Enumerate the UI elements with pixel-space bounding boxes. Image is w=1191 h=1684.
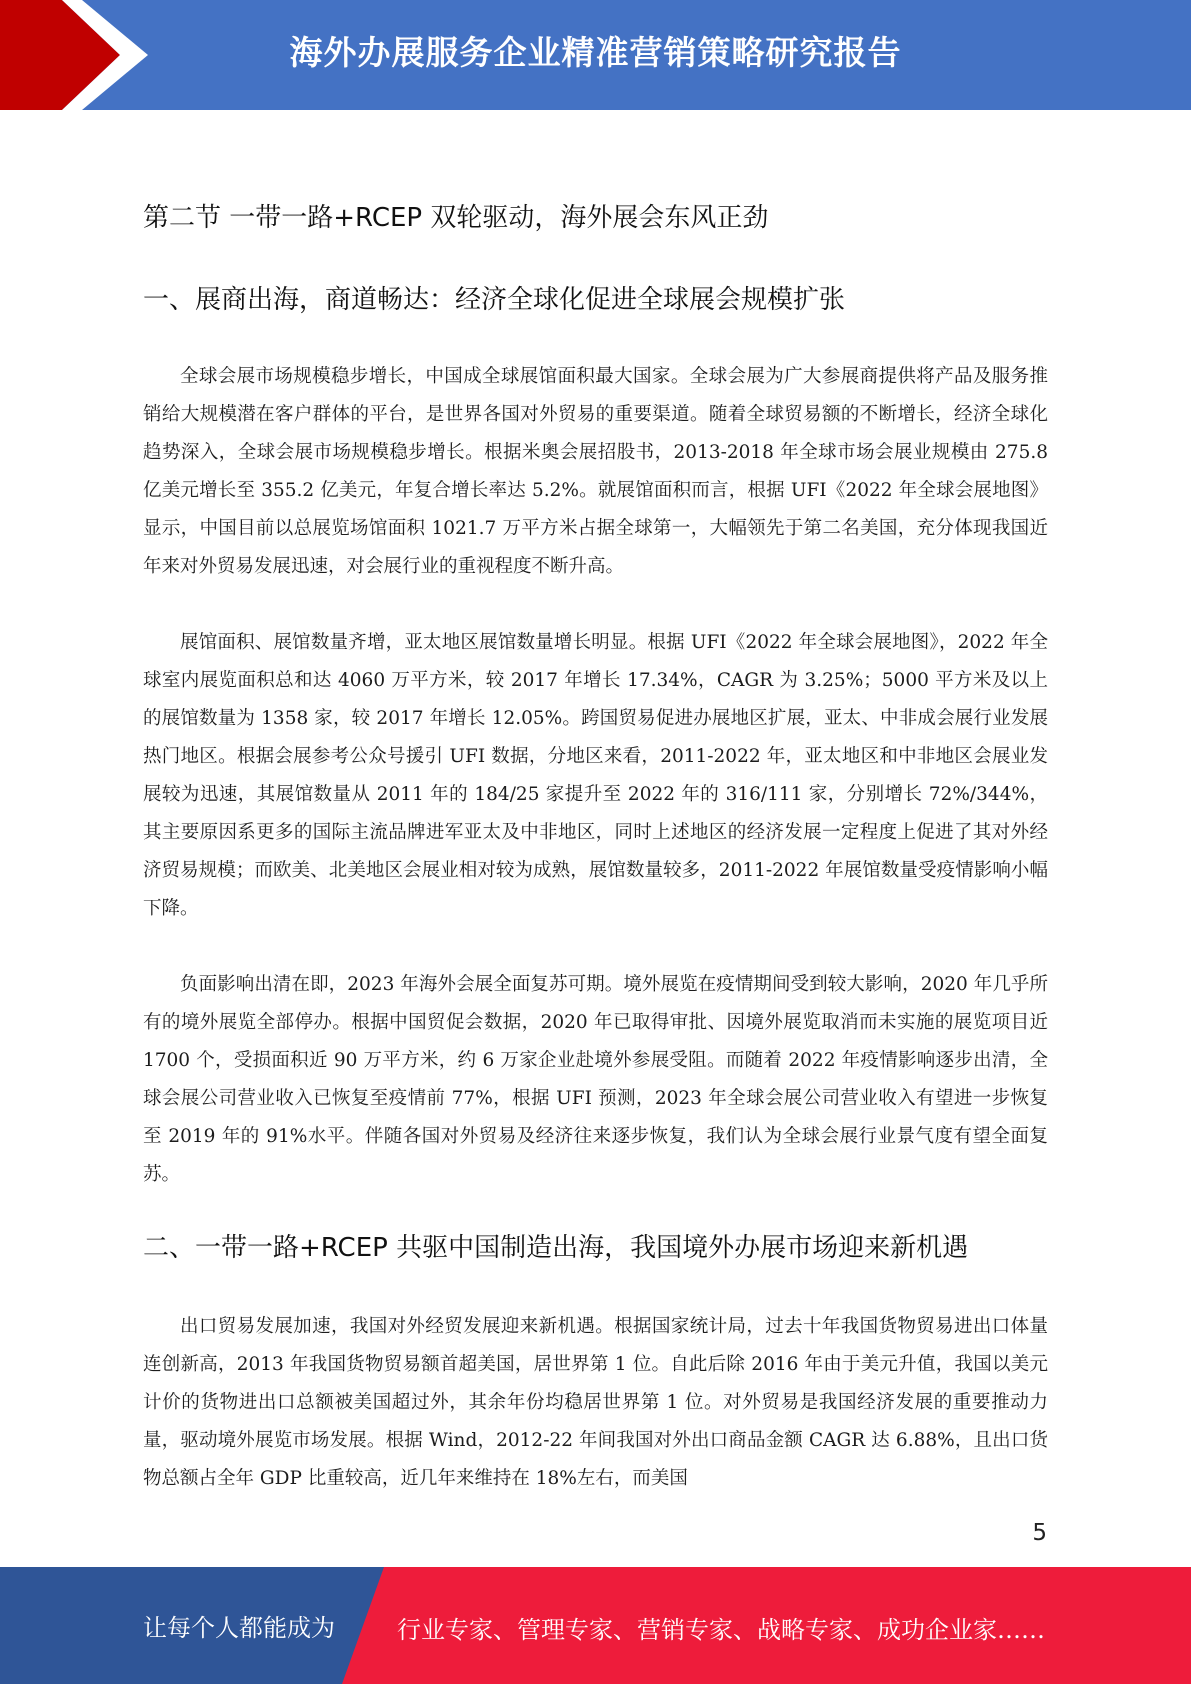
paragraph-group-2: [143, 1308, 1048, 1498]
paragraph-group-1: [143, 358, 1048, 1194]
body-paragraph: 展馆面积、展馆数量齐增，亚太地区展馆数量增长明显。根据 UFI《2022 年全球会展地图》，2022 年全球室内展览面积总和达 4060 万平方米，较 2017 年增长 17.34%，CAGR 为 3.25%；5000 平方米及以上的展馆数量为 1358 家，较 2017 年增长 12.05%。跨国贸易促进办展地区扩展，亚太、中非成会展行业发展热门地区。根据会展参考公众号援引 UFI 数据，分地区来看，2011-2022 年，亚太地区和中非地区会展业发展较为迅速，其展馆数量从 2011 年的 184/25 家提升至 2022 年的 316/111 家，分别增长 72%/344%，其主要原因系更多的国际主流品牌进军亚太及中非地区，同时上述地区的经济发展一定程度上促进了其对外经济贸易规模；而欧美、北美地区会展业相对较为成熟，展馆数量较多，2011-2022 年展馆数量受疫情影响小幅下降。: [143, 632, 1048, 919]
subsection-title-2: 二、一带一路+RCEP 共驱中国制造出海，我国境外办展市场迎来新机遇: [143, 1233, 969, 1263]
body-paragraph: 负面影响出清在即，2023 年海外会展全面复苏可期。境外展览在疫情期间受到较大影响，2020 年几乎所有的境外展览全部停办。根据中国贸促会数据，2020 年已取得审批、因境外展览取消而未实施的展览项目近 1700 个，受损面积近 90 万平方米，约 6 万家企业赴境外参展受阻。而随着 2022 年疫情影响逐步出清，全球会展公司营业收入已恢复至疫情前 77%，根据 UFI 预测，2023 年全球会展公司营业收入有望进一步恢复至 2019 年的 91%水平。伴随各国对外贸易及经济往来逐步恢复，我们认为全球会展行业景气度有望全面复苏。: [143, 974, 1048, 1185]
footer-slogan-right: 行业专家、管理专家、营销专家、战略专家、成功企业家……: [397, 1616, 1045, 1644]
section-title: 第二节 一带一路+RCEP 双轮驱动，海外展会东风正劲: [143, 203, 769, 233]
subsection-title-1: 一、展商出海，商道畅达：经济全球化促进全球展会规模扩张: [143, 285, 846, 315]
footer-slogan-left: 让每个人都能成为: [143, 1614, 335, 1642]
body-paragraph: 全球会展市场规模稳步增长，中国成全球展馆面积最大国家。全球会展为广大参展商提供将产品及服务推销给大规模潜在客户群体的平台，是世界各国对外贸易的重要渠道。随着全球贸易额的不断增长，经济全球化趋势深入，全球会展市场规模稳步增长。根据米奥会展招股书，2013-2018 年全球市场会展业规模由 275.8 亿美元增长至 355.2 亿美元，年复合增长率达 5.2%。就展馆面积而言，根据 UFI《2022 年全球会展地图》显示，中国目前以总展览场馆面积 1021.7 万平方米占据全球第一，大幅领先于第二名美国，充分体现我国近年来对外贸易发展迅速，对会展行业的重视程度不断升高。: [143, 366, 1048, 577]
body-paragraph: 出口贸易发展加速，我国对外经贸发展迎来新机遇。根据国家统计局，过去十年我国货物贸易进出口体量连创新高，2013 年我国货物贸易额首超美国，居世界第 1 位。自此后除 2016 年由于美元升值，我国以美元计价的货物进出口总额被美国超过外，其余年份均稳居世界第 1 位。对外贸易是我国经济发展的重要推动力量，驱动境外展览市场发展。根据 Wind，2012-22 年间我国对外出口商品金额 CAGR 达 6.88%，且出口货物总额占全年 GDP 比重较高，近几年来维持在 18%左右，而美国: [143, 1316, 1048, 1489]
page-number: 5: [1032, 1520, 1047, 1546]
document-header-title: 海外办展服务企业精准营销策略研究报告: [289, 33, 902, 72]
